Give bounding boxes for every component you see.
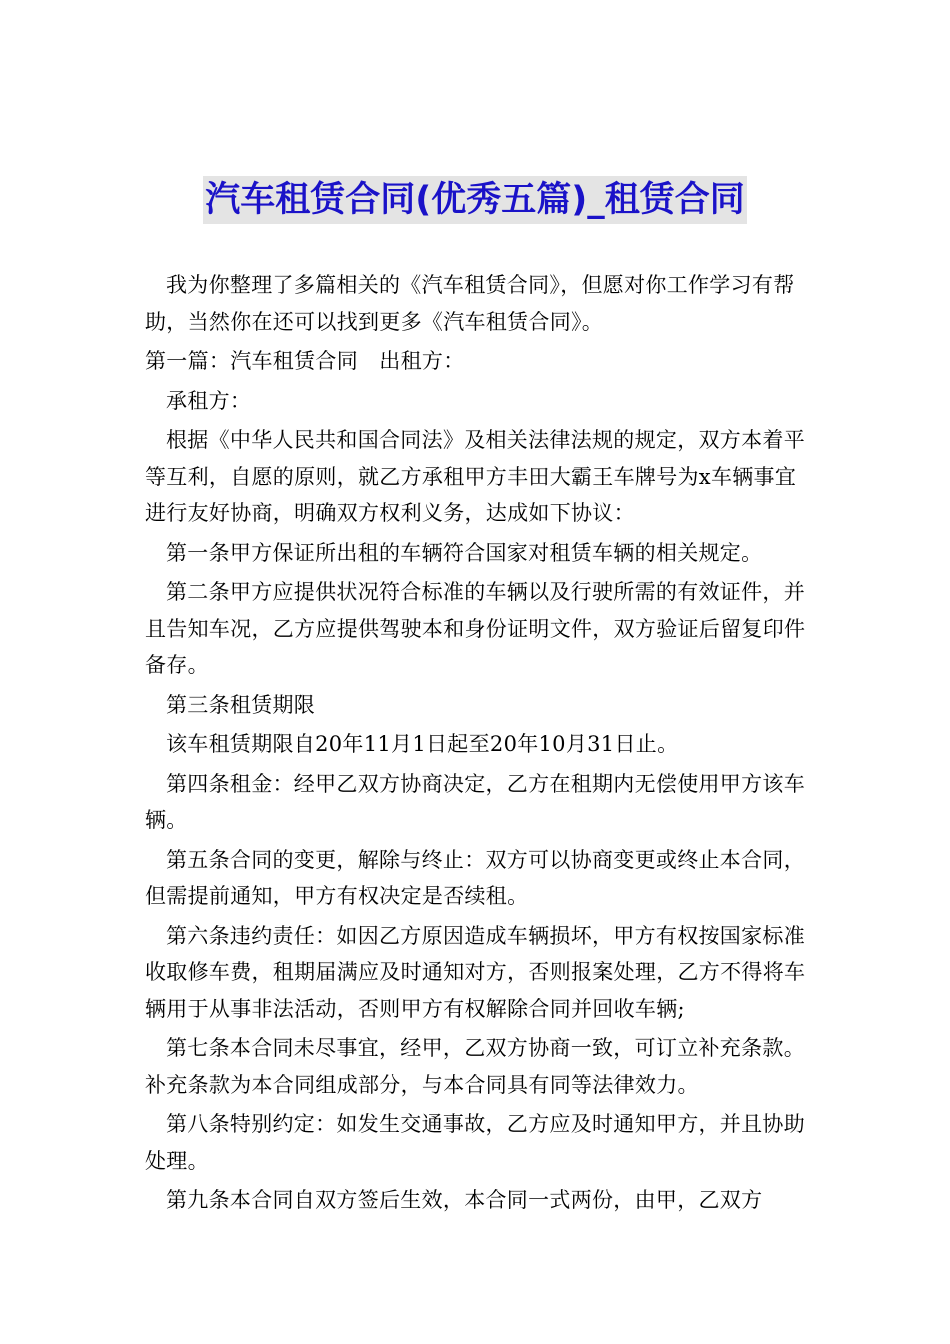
paragraph-article-6: 第六条违约责任：如因乙方原因造成车辆损坏，甲方有权按国家标准收取修车费，租期届满应及时通知对方，否则报案处理，乙方不得将车辆用于从事非法活动，否则甲方有权解除合同并回收车辆; bbox=[145, 923, 806, 1021]
paragraph-preamble: 根据《中华人民共和国合同法》及相关法律法规的规定，双方本着平等互利，自愿的原则，就乙方承租甲方丰田大霸王车牌号为x车辆事宜进行友好协商，明确双方权利义务，达成如下协议： bbox=[145, 428, 805, 525]
paragraph-article-9: 第九条本合同自双方签后生效，本合同一式两份，由甲，乙双方 bbox=[166, 1188, 763, 1212]
document-title: 汽车租赁合同(优秀五篇)_租赁合同 bbox=[203, 176, 747, 224]
document-body bbox=[145, 267, 810, 1222]
paragraph-article-7: 第七条本合同未尽事宜，经甲，乙双方协商一致，可订立补充条款。补充条款为本合同组成部分，与本合同具有同等法律效力。 bbox=[145, 1036, 805, 1097]
paragraph-article-1: 第一条甲方保证所出租的车辆符合国家对租赁车辆的相关规定。 bbox=[166, 540, 763, 565]
title-container bbox=[0, 176, 950, 224]
paragraph-article-5: 第五条合同的变更，解除与终止：双方可以协商变更或终止本合同，但需提前通知，甲方有权决定是否续租。 bbox=[145, 847, 805, 908]
paragraph-article-3: 第三条租赁期限 bbox=[166, 692, 316, 717]
paragraph-intro: 我为你整理了多篇相关的《汽车租赁合同》，但愿对你工作学习有帮助，当然你在还可以找到更多《汽车租赁合同》。 bbox=[145, 273, 795, 334]
paragraph-lessee: 承租方： bbox=[166, 388, 252, 413]
paragraph-chapter-heading: 第一篇：汽车租赁合同 出租方： bbox=[145, 349, 465, 373]
paragraph-article-8: 第八条特别约定：如发生交通事故，乙方应及时通知甲方，并且协助处理。 bbox=[145, 1112, 805, 1173]
paragraph-article-4: 第四条租金：经甲乙双方协商决定，乙方在租期内无偿使用甲方该车辆。 bbox=[145, 771, 805, 832]
paragraph-article-3-term: 该车租赁期限自20年11月1日起至20年10月31日止。 bbox=[166, 732, 679, 756]
paragraph-article-2: 第二条甲方应提供状况符合标准的车辆以及行驶所需的有效证件，并且告知车况，乙方应提供驾驶本和身份证明文件，双方验证后留复印件备存。 bbox=[145, 580, 806, 677]
